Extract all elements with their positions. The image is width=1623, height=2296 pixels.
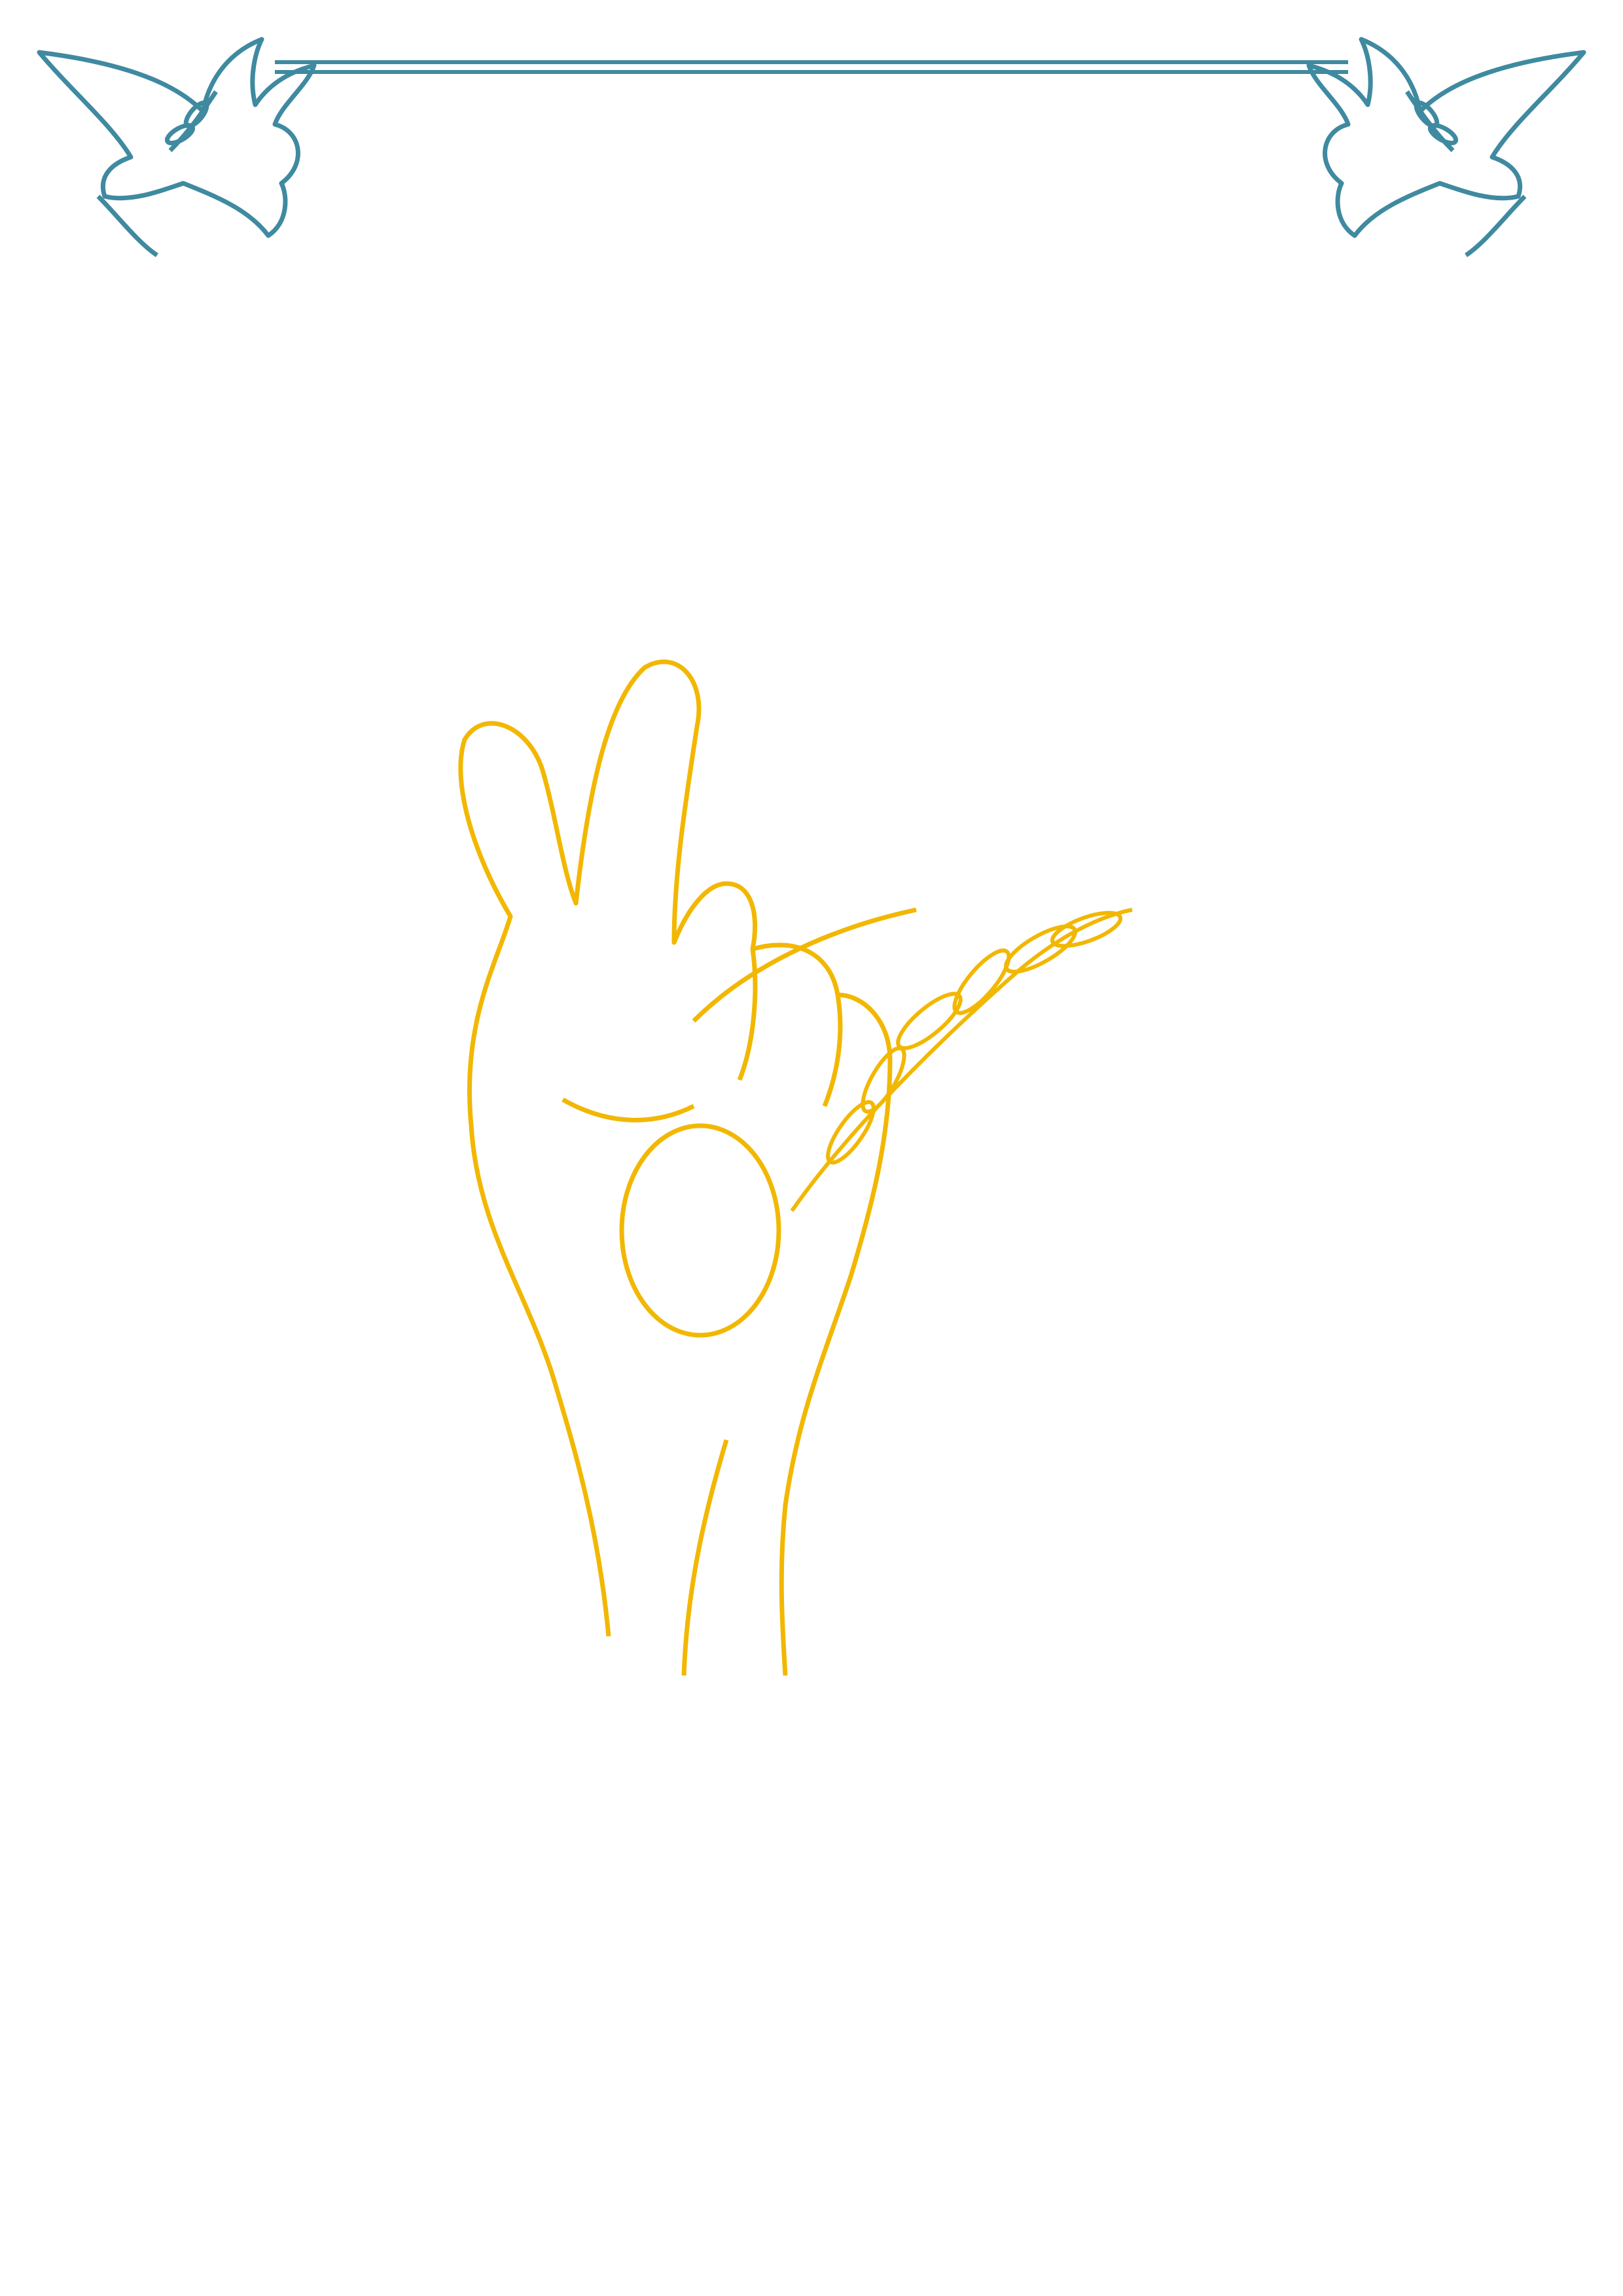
list-item-4 [130, 433, 1504, 481]
olive-branch-icon [792, 906, 1132, 1211]
list-item-10 [130, 721, 1504, 770]
list-item-5 [130, 480, 1504, 529]
dove-right-icon [1309, 39, 1584, 255]
list-item-7 [130, 577, 1504, 625]
main-text [130, 288, 1504, 769]
peace-hand-icon [461, 662, 916, 1676]
list-item-8 [130, 625, 1504, 673]
list-item-2 [130, 336, 1504, 385]
top-heart-chain [275, 62, 1348, 72]
list-item-3 [130, 384, 1504, 433]
list-item-6 [130, 529, 1504, 577]
list-item-1 [130, 288, 1504, 336]
list-item-9 [130, 673, 1504, 721]
dove-left-icon [39, 39, 314, 255]
